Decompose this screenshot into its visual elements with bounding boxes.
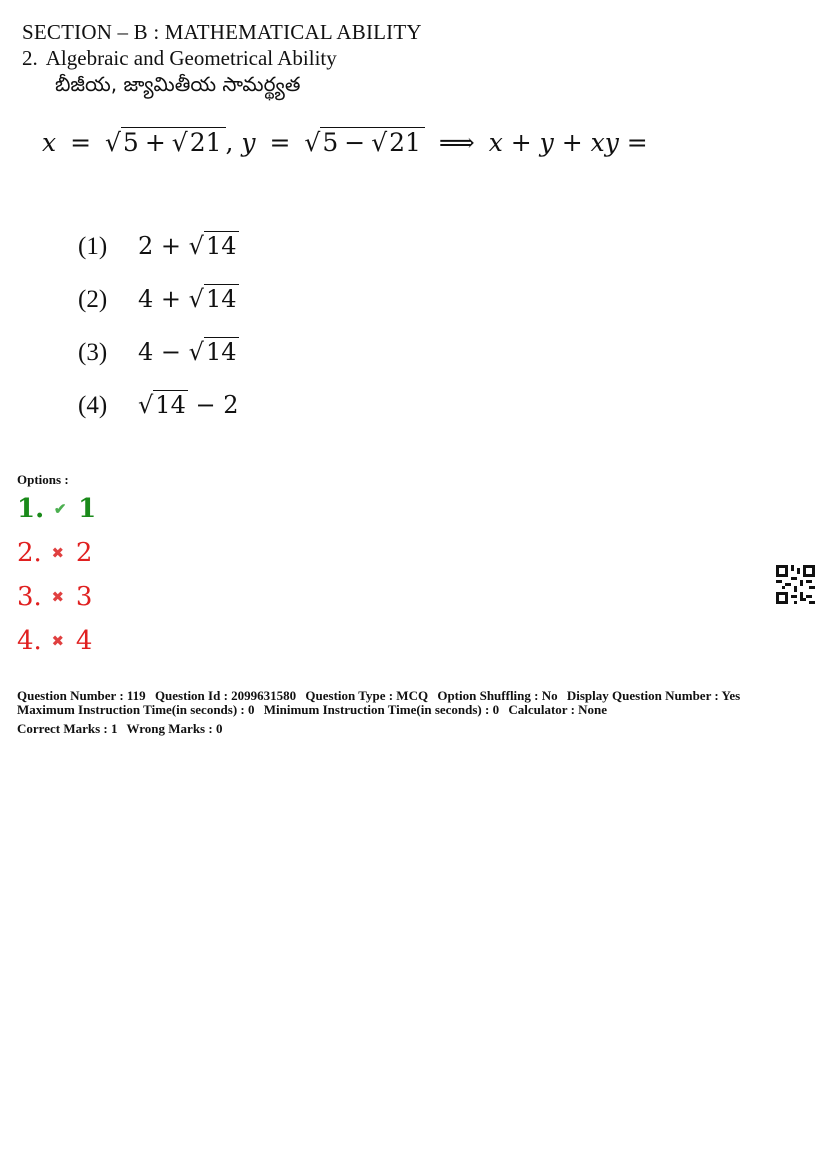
question-meta-line-2 xyxy=(17,702,613,718)
radicand: 14 xyxy=(205,232,237,260)
radicand: 21 xyxy=(189,128,222,157)
radicand: 14 xyxy=(205,285,237,313)
radicand: 21 xyxy=(389,128,421,157)
subject-title xyxy=(22,46,337,71)
comma: , xyxy=(225,128,234,157)
correct-marks: Correct Marks : 1 xyxy=(17,721,118,736)
min-instruction-time: Minimum Instruction Time(in seconds) : 0 xyxy=(263,702,500,717)
choice-prefix: 4 − xyxy=(138,338,182,366)
plus-sign: + xyxy=(144,128,166,157)
display-question-number: Display Question Number : Yes xyxy=(566,688,741,703)
check-icon: ✔ xyxy=(53,500,67,518)
radicand: 14 xyxy=(205,338,237,366)
sqrt-symbol: √ xyxy=(188,232,204,260)
choice-prefix: 2 + xyxy=(138,232,182,260)
option-3 xyxy=(17,582,92,612)
option-number: 3. xyxy=(17,582,42,612)
wrong-marks: Wrong Marks : 0 xyxy=(126,721,223,736)
radicand: 5 xyxy=(322,128,339,157)
max-instruction-time: Maximum Instruction Time(in seconds) : 0 xyxy=(17,702,255,717)
choice-2 xyxy=(78,285,239,314)
qr-code-icon xyxy=(776,565,815,604)
option-value: 4 xyxy=(75,626,93,656)
cross-icon: ✖ xyxy=(51,632,65,650)
option-1 xyxy=(17,494,96,524)
question-type: Question Type : MCQ xyxy=(305,688,429,703)
options-title: Options : xyxy=(17,472,69,487)
sqrt-symbol: √ xyxy=(188,338,204,366)
minus-sign: − xyxy=(344,128,366,157)
radical-x xyxy=(105,128,226,157)
radical-y xyxy=(304,128,425,157)
question-text xyxy=(42,128,648,157)
question-number: Question Number : 119 xyxy=(17,688,146,703)
option-value: 1 xyxy=(78,494,97,524)
choice-prefix: 4 + xyxy=(138,285,182,313)
sqrt-symbol: √ xyxy=(138,391,154,419)
cross-icon: ✖ xyxy=(51,588,65,606)
subject-title-telugu: బీజీయ, జ్యామితీయ సామర్థ్యత xyxy=(55,72,301,96)
subject-number: 2. xyxy=(22,46,38,70)
option-number: 1. xyxy=(17,494,45,524)
var-x: x xyxy=(42,128,57,157)
section-title: SECTION – B : MATHEMATICAL ABILITY xyxy=(22,20,422,44)
calculator: Calculator : None xyxy=(508,702,608,717)
option-value: 2 xyxy=(75,538,93,568)
subject-name: Algebraic and Geometrical Ability xyxy=(45,46,337,70)
var-y: y xyxy=(241,128,256,157)
radicand: 14 xyxy=(155,391,186,419)
radicand: 5 xyxy=(122,128,139,157)
cross-icon: ✖ xyxy=(51,544,65,562)
choice-label: (4) xyxy=(78,392,108,419)
question-id: Question Id : 2099631580 xyxy=(154,688,297,703)
choice-suffix: − 2 xyxy=(195,391,239,419)
option-4 xyxy=(17,626,92,656)
option-2 xyxy=(17,538,92,568)
question-meta-line-3 xyxy=(17,721,228,737)
choice-label: (2) xyxy=(78,286,108,313)
choice-1 xyxy=(78,232,239,261)
sqrt-symbol: √ xyxy=(104,128,121,157)
equals-sign: = xyxy=(269,128,291,157)
sqrt-symbol: √ xyxy=(371,128,388,157)
sqrt-symbol: √ xyxy=(188,285,204,313)
sqrt-symbol: √ xyxy=(171,128,188,157)
choice-label: (3) xyxy=(78,339,108,366)
choice-label: (1) xyxy=(78,233,108,260)
option-number: 2. xyxy=(17,538,42,568)
equals-sign: = xyxy=(70,128,92,157)
implies-sign: ⟹ xyxy=(438,128,475,157)
choice-4 xyxy=(78,391,239,420)
sqrt-symbol: √ xyxy=(304,128,321,157)
option-shuffling: Option Shuffling : No xyxy=(437,688,558,703)
expression: x + y + xy = xyxy=(488,128,648,157)
option-number: 4. xyxy=(17,626,42,656)
option-value: 3 xyxy=(75,582,93,612)
choice-3 xyxy=(78,338,239,367)
